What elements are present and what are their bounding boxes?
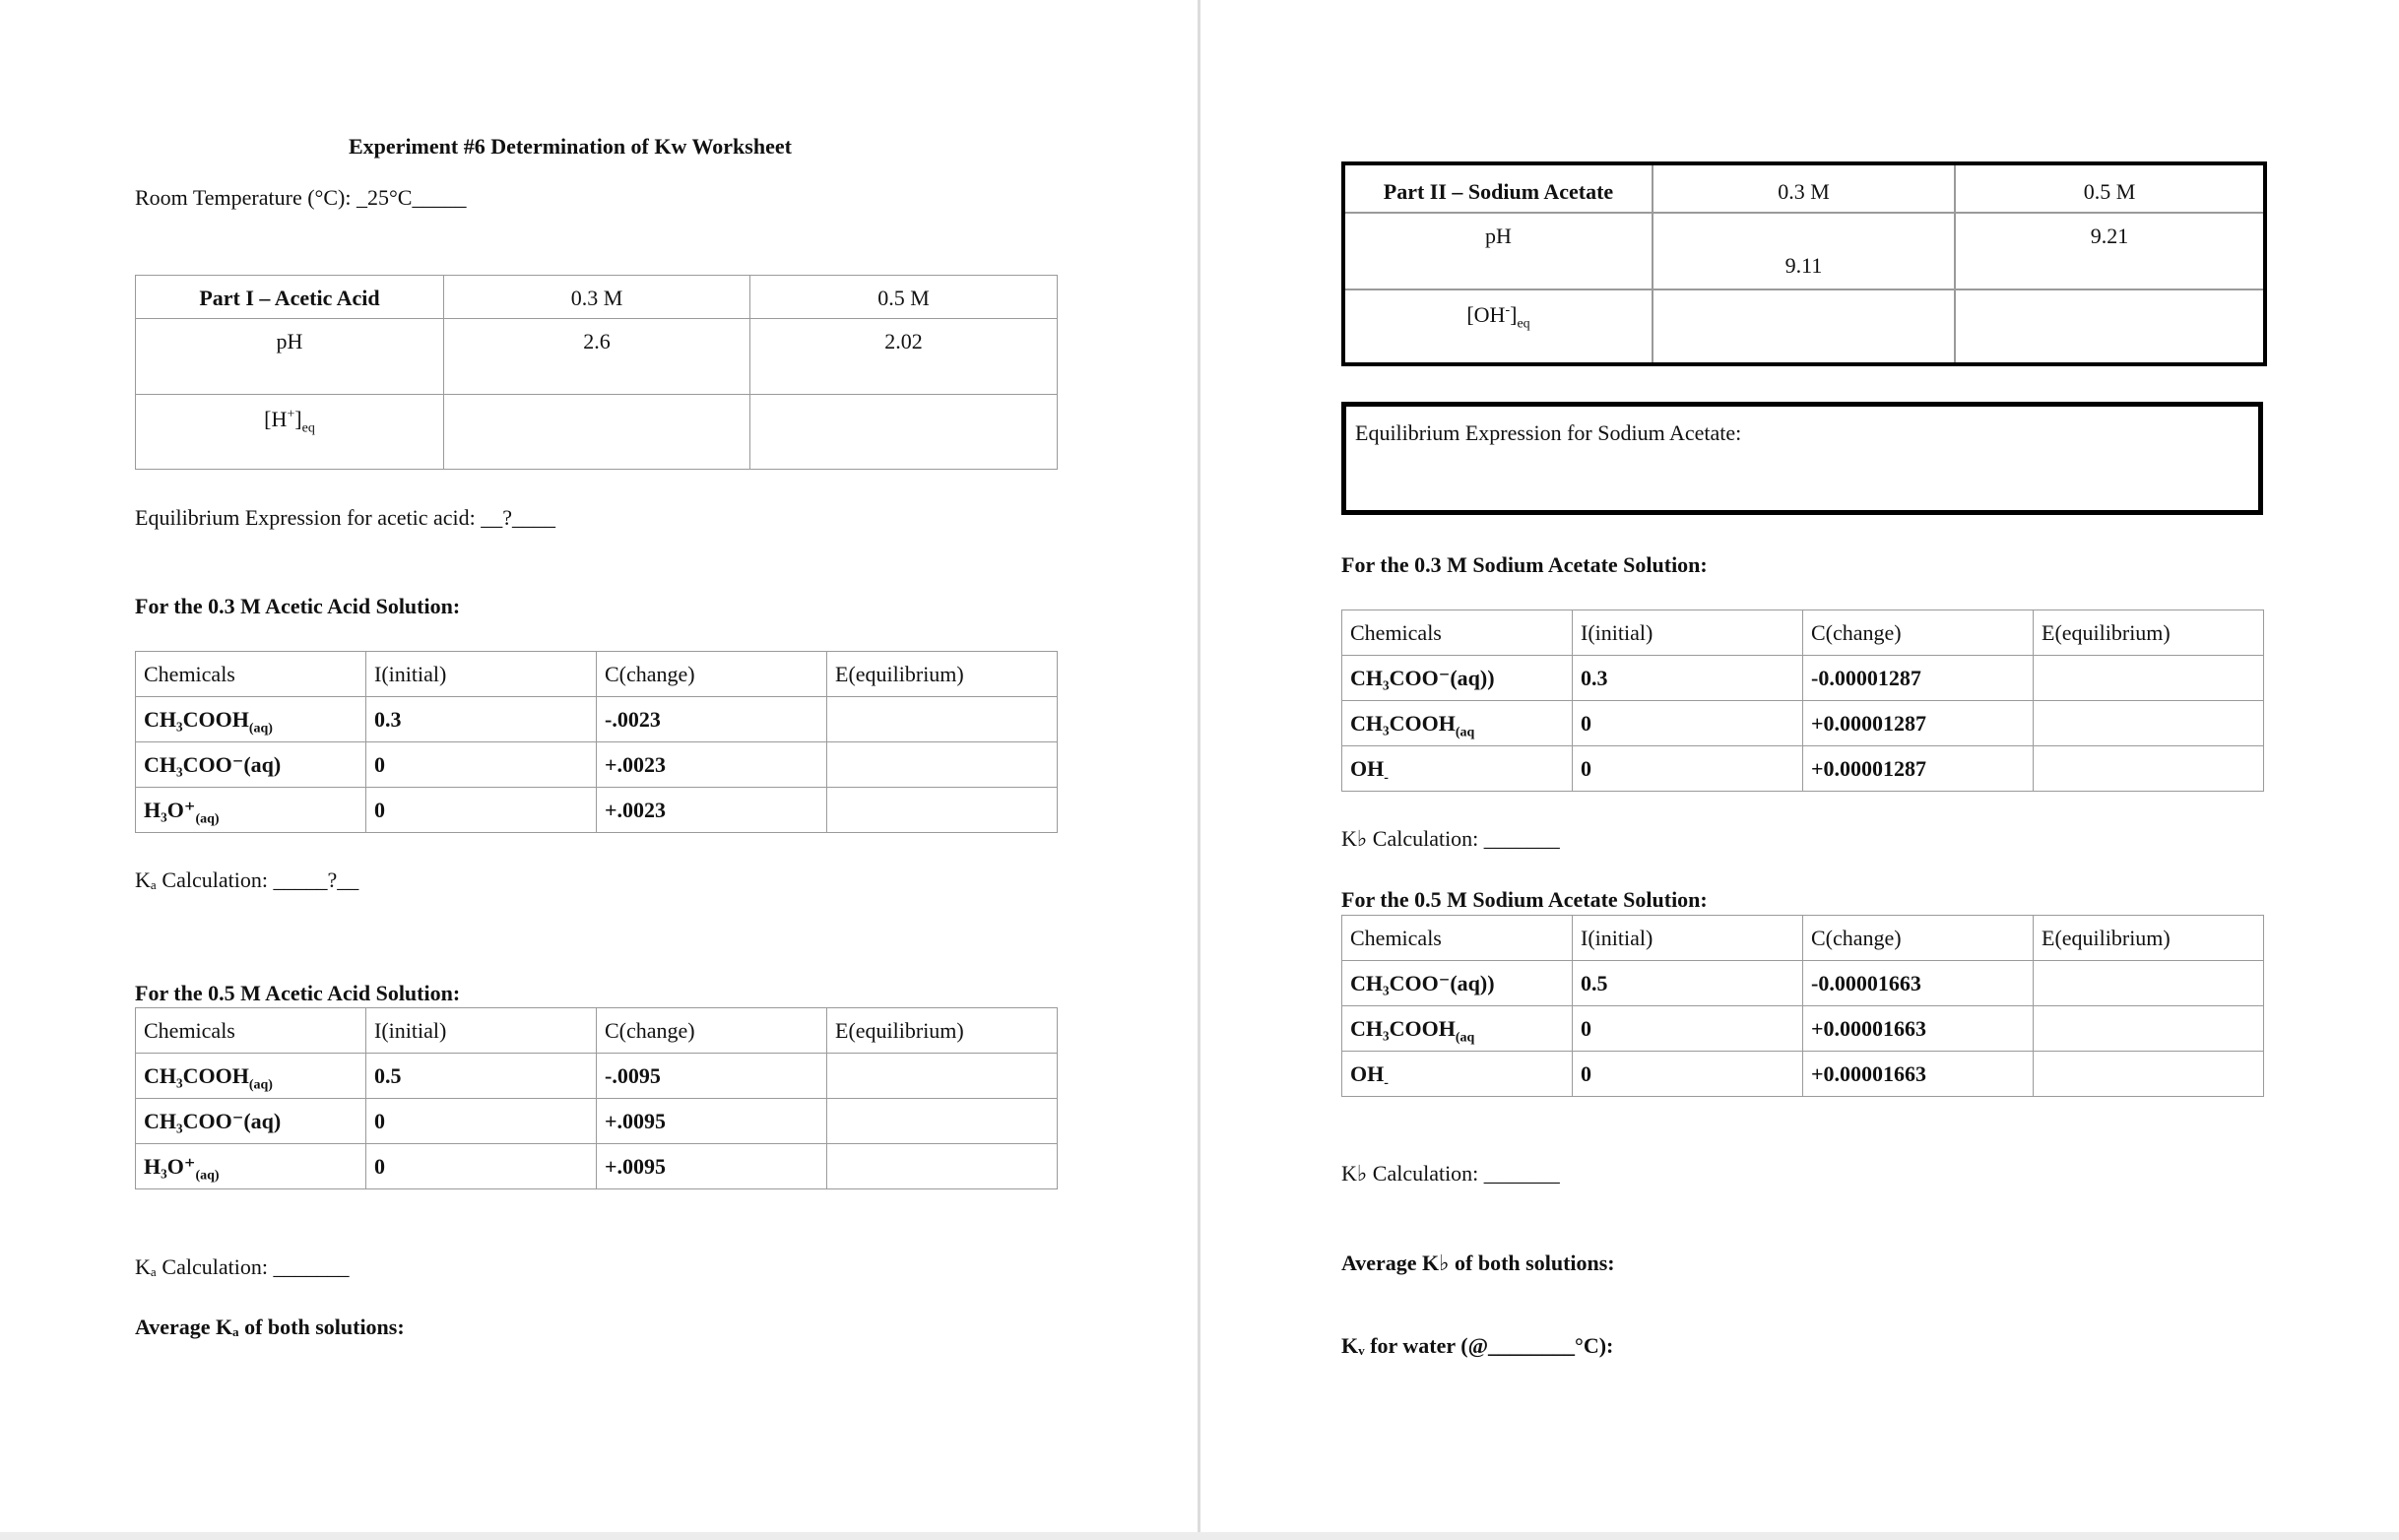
table-row [1342, 656, 2264, 701]
change-cell[interactable]: -0.00001663 [1803, 961, 2034, 1006]
part1-h-label: $[H^+]_{eq}$ [136, 395, 444, 470]
acetic-03m-ice-table [135, 651, 1058, 833]
ice-header-initial: I(initial) [366, 1008, 597, 1054]
ice-header-change: C(change) [1803, 916, 2034, 961]
chem-cell: $CH_3COOH_{(aq}$ [1342, 1006, 1573, 1052]
ice-header-change: C(change) [597, 652, 827, 697]
acetic-05m-title: For the 0.5 M Acetic Acid Solution: [135, 981, 461, 1005]
kb-calculation-2-value: _______ [1483, 1161, 1560, 1186]
table-row [1342, 701, 2264, 746]
change-cell[interactable]: -.0095 [597, 1054, 827, 1099]
ka-calculation-1-value: _____?__ [273, 867, 359, 892]
kw-water [1341, 1333, 1613, 1359]
part1-ph-table [135, 275, 1058, 470]
change-cell[interactable]: +0.00001287 [1803, 746, 2034, 792]
chem-cell: $OH_-$ [1342, 746, 1573, 792]
change-cell[interactable]: -.0023 [597, 697, 827, 742]
equilibrium-cell[interactable] [2034, 961, 2264, 1006]
table-row [136, 1054, 1058, 1099]
equilibrium-cell[interactable] [827, 1144, 1058, 1189]
ice-header-chemicals: Chemicals [136, 652, 366, 697]
acetic-eq-expression-value: __?____ [481, 505, 556, 530]
table-row [136, 742, 1058, 788]
kb-calculation-1-value: _______ [1483, 826, 1560, 851]
table-row [1342, 1052, 2264, 1097]
change-cell[interactable]: +.0023 [597, 788, 827, 833]
worksheet-title: Experiment #6 Determination of Kw Worksheet [349, 134, 792, 159]
chem-cell: CH₃COO⁻(aq) [136, 742, 366, 788]
equilibrium-cell[interactable] [2034, 1006, 2264, 1052]
part1-header-label: Part I – Acetic Acid [136, 276, 444, 319]
table-row [136, 788, 1058, 833]
chem-cell: CH₃COO⁻(aq)) [1342, 656, 1573, 701]
ice-header-chemicals: Chemicals [1342, 916, 1573, 961]
acetic-eq-expression [135, 505, 555, 531]
initial-cell[interactable]: 0.5 [366, 1054, 597, 1099]
part1-h-05m[interactable] [750, 395, 1058, 470]
equilibrium-cell[interactable] [827, 1099, 1058, 1144]
sodium-acetate-eq-box[interactable] [1341, 402, 2263, 515]
kb-calculation-2 [1341, 1161, 1560, 1187]
table-row [136, 1099, 1058, 1144]
part2-ph-03m[interactable]: 9.11 [1653, 213, 1955, 289]
average-kb: Average K♭ of both solutions: [1341, 1251, 1615, 1275]
ice-header-initial: I(initial) [1573, 610, 1803, 656]
kb-calculation-2-label: K♭ Calculation: [1341, 1161, 1479, 1186]
acetic-eq-expression-label: Equilibrium Expression for acetic acid: [135, 505, 476, 530]
chem-cell: CH₃COO⁻(aq) [136, 1099, 366, 1144]
table-row [1342, 1006, 2264, 1052]
ka-calculation-1-label: Kₐ Calculation: [135, 867, 268, 892]
part1-ph-label: pH [136, 319, 444, 395]
initial-cell[interactable]: 0.3 [366, 697, 597, 742]
part1-h-03m[interactable] [444, 395, 750, 470]
part1-ph-05m[interactable]: 2.02 [750, 319, 1058, 395]
initial-cell[interactable]: 0 [366, 742, 597, 788]
part2-oh-03m[interactable] [1653, 289, 1955, 364]
chem-cell: $CH_3COOH_{(aq)}$ [136, 1054, 366, 1099]
table-row [1342, 746, 2264, 792]
table-row [1342, 961, 2264, 1006]
change-cell[interactable]: +0.00001663 [1803, 1052, 2034, 1097]
kb-calculation-1-label: K♭ Calculation: [1341, 826, 1479, 851]
ice-header-equilibrium: E(equilibrium) [827, 1008, 1058, 1054]
equilibrium-cell[interactable] [2034, 746, 2264, 792]
kw-water-blank[interactable]: ________ [1488, 1333, 1576, 1358]
part2-header-05m: 0.5 M [1955, 163, 2265, 213]
equilibrium-cell[interactable] [827, 697, 1058, 742]
initial-cell[interactable]: 0 [366, 1144, 597, 1189]
equilibrium-cell[interactable] [2034, 656, 2264, 701]
kw-water-label: Kᵥ for water (@ [1341, 1333, 1489, 1358]
sodium-03m-ice-table [1341, 610, 2264, 792]
part2-header-03m: 0.3 M [1653, 163, 1955, 213]
page-divider [1198, 0, 1200, 1540]
sodium-05m-ice-table [1341, 915, 2264, 1097]
ice-header-initial: I(initial) [1573, 916, 1803, 961]
equilibrium-cell[interactable] [2034, 701, 2264, 746]
ice-header-equilibrium: E(equilibrium) [2034, 610, 2264, 656]
change-cell[interactable]: -0.00001287 [1803, 656, 2034, 701]
part2-header-label: Part II – Sodium Acetate [1343, 163, 1653, 213]
ice-header-chemicals: Chemicals [136, 1008, 366, 1054]
initial-cell[interactable]: 0 [1573, 1052, 1803, 1097]
ice-header-initial: I(initial) [366, 652, 597, 697]
ka-calculation-2 [135, 1254, 349, 1280]
sodium-05m-title: For the 0.5 M Sodium Acetate Solution: [1341, 887, 1708, 912]
kb-calculation-1 [1341, 826, 1560, 852]
chem-cell: $OH_-$ [1342, 1052, 1573, 1097]
part2-ph-05m[interactable]: 9.21 [1955, 213, 2265, 289]
ice-header-change: C(change) [597, 1008, 827, 1054]
change-cell[interactable]: +0.00001663 [1803, 1006, 2034, 1052]
ka-calculation-2-value: _______ [273, 1254, 350, 1279]
initial-cell[interactable]: 0 [1573, 1006, 1803, 1052]
change-cell[interactable]: +.0095 [597, 1099, 827, 1144]
chem-cell: $H_3O^+_{(aq)}$ [136, 1144, 366, 1189]
part1-header-05m: 0.5 M [750, 276, 1058, 319]
ka-calculation-2-label: Kₐ Calculation: [135, 1254, 268, 1279]
sodium-03m-title: For the 0.3 M Sodium Acetate Solution: [1341, 552, 1708, 577]
ice-header-equilibrium: E(equilibrium) [827, 652, 1058, 697]
sodium-acetate-eq-label: Equilibrium Expression for Sodium Acetate: [1355, 420, 1742, 445]
equilibrium-cell[interactable] [827, 742, 1058, 788]
part2-oh-label: $[OH^-]_{eq}$ [1343, 289, 1653, 364]
chem-cell: $H_3O^+_{(aq)}$ [136, 788, 366, 833]
ice-header-change: C(change) [1803, 610, 2034, 656]
change-cell[interactable]: +.0095 [597, 1144, 827, 1189]
ice-header-chemicals: Chemicals [1342, 610, 1573, 656]
equilibrium-cell[interactable] [827, 788, 1058, 833]
bottom-scrollbar[interactable] [0, 1532, 2399, 1540]
room-temperature [135, 185, 466, 211]
ka-calculation-1 [135, 867, 358, 893]
initial-cell[interactable]: 0.3 [1573, 656, 1803, 701]
chem-cell: CH₃COO⁻(aq)) [1342, 961, 1573, 1006]
acetic-05m-ice-table [135, 1007, 1058, 1189]
kw-water-unit: °C): [1575, 1333, 1614, 1358]
average-ka: Average Kₐ of both solutions: [135, 1315, 405, 1339]
part1-ph-03m[interactable]: 2.6 [444, 319, 750, 395]
equilibrium-cell[interactable] [2034, 1052, 2264, 1097]
room-temperature-value: _25°C_____ [356, 185, 467, 210]
table-row [136, 697, 1058, 742]
change-cell[interactable]: +0.00001287 [1803, 701, 2034, 746]
part2-ph-label: pH [1343, 213, 1653, 289]
ice-header-equilibrium: E(equilibrium) [2034, 916, 2264, 961]
part1-header-03m: 0.3 M [444, 276, 750, 319]
initial-cell[interactable]: 0 [1573, 746, 1803, 792]
initial-cell[interactable]: 0 [366, 1099, 597, 1144]
equilibrium-cell[interactable] [827, 1054, 1058, 1099]
part2-ph-table [1341, 161, 2267, 366]
initial-cell[interactable]: 0 [1573, 701, 1803, 746]
acetic-03m-title: For the 0.3 M Acetic Acid Solution: [135, 594, 461, 618]
table-row [136, 1144, 1058, 1189]
chem-cell: $CH_3COOH_{(aq)}$ [136, 697, 366, 742]
room-temperature-label: Room Temperature (°C): [135, 185, 352, 210]
change-cell[interactable]: +.0023 [597, 742, 827, 788]
chem-cell: $CH_3COOH_{(aq}$ [1342, 701, 1573, 746]
initial-cell[interactable]: 0 [366, 788, 597, 833]
initial-cell[interactable]: 0.5 [1573, 961, 1803, 1006]
part2-oh-05m[interactable] [1955, 289, 2265, 364]
